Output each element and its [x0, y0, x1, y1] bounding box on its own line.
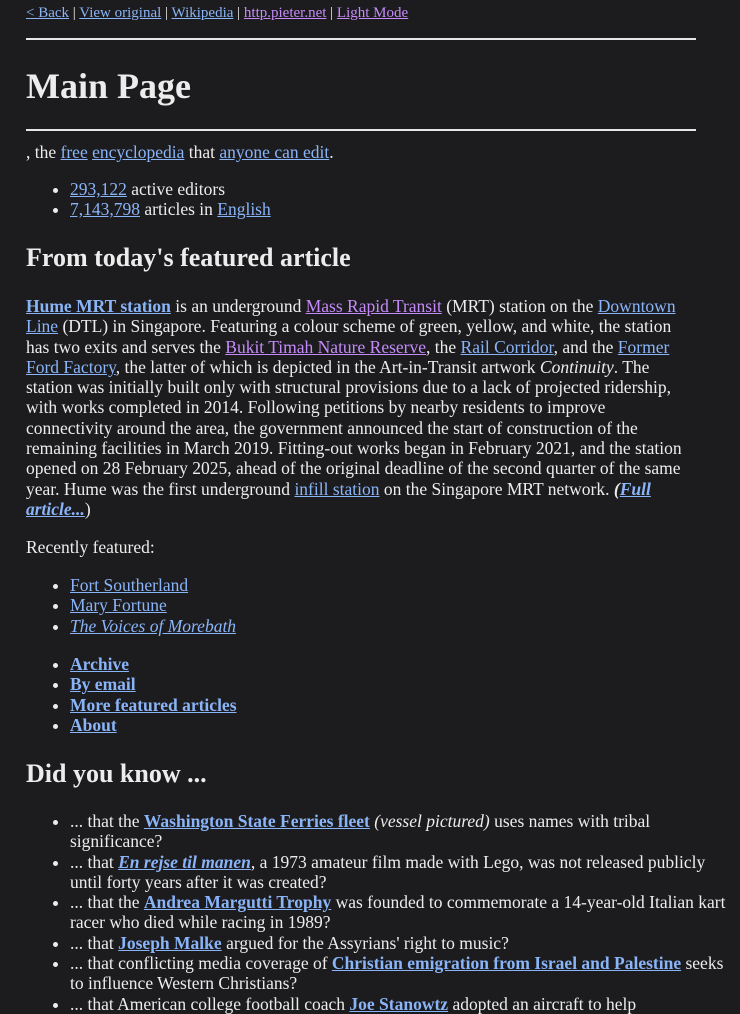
- dyk-item: [70, 852, 740, 893]
- more-featured-link[interactable]: More featured articles: [70, 694, 237, 715]
- bukit-timah-link[interactable]: Bukit Timah Nature Reserve: [225, 336, 427, 357]
- list-item: [70, 715, 740, 735]
- stat-text: articles in: [140, 199, 218, 220]
- list-item: [70, 674, 740, 694]
- dyk-item: [70, 994, 740, 1014]
- featured-text: is an underground: [170, 296, 306, 316]
- artwork-title: Continuity: [539, 356, 614, 377]
- nav-separator: |: [165, 5, 169, 21]
- featured-article-text: [26, 296, 696, 519]
- dyk-heading: Did you know ...: [26, 759, 207, 788]
- list-item: [70, 575, 740, 595]
- dyk-text: ... that the: [70, 892, 144, 913]
- featured-text: , the: [426, 336, 461, 357]
- dyk-item: [70, 953, 740, 994]
- anyone-can-edit-link[interactable]: anyone can edit: [219, 142, 330, 162]
- dyk-link[interactable]: Joseph Malke: [118, 932, 222, 953]
- nav-separator: |: [330, 5, 334, 21]
- intro-text: .: [329, 142, 334, 162]
- nav-separator: |: [237, 5, 241, 21]
- list-item: [70, 695, 740, 715]
- title-divider: [26, 129, 696, 131]
- page-title: Main Page: [26, 66, 191, 106]
- featured-text: on the Singapore MRT network.: [379, 478, 614, 499]
- rail-corridor-link[interactable]: Rail Corridor: [460, 336, 554, 357]
- featured-text: (DTL) in Singapore. Featuring a colour scheme of green, yellow, and white, the station has two exits and serves the: [26, 316, 672, 357]
- recently-featured-list: [26, 575, 740, 636]
- pieter-link[interactable]: http.pieter.net: [243, 5, 327, 21]
- about-link[interactable]: About: [70, 714, 117, 735]
- dyk-text: ... that conflicting media coverage of: [70, 953, 332, 974]
- paren-open: (: [613, 478, 620, 499]
- dyk-text: ... that the: [70, 811, 144, 831]
- view-original-link[interactable]: View original: [79, 5, 162, 21]
- featured-text: , the latter of which is depicted in the Art-in-Transit artwork: [115, 356, 540, 377]
- dyk-link[interactable]: Christian emigration from Israel and Palestine: [331, 953, 682, 974]
- mrt-link[interactable]: Mass Rapid Transit: [305, 296, 442, 316]
- dyk-text: ... that: [70, 932, 119, 953]
- stats-list: [26, 179, 740, 220]
- recently-featured-label: Recently featured:: [26, 537, 155, 557]
- recent-article-link[interactable]: Mary Fortune: [70, 595, 167, 616]
- stat-editors: [70, 179, 740, 199]
- wikipedia-link[interactable]: Wikipedia: [171, 5, 234, 21]
- articles-count-link[interactable]: 7,143,798: [70, 199, 140, 220]
- dyk-text: was founded to commemorate a 14-year-old Italian kart racer who died while racing in 1989?: [70, 892, 726, 933]
- hume-mrt-link[interactable]: Hume MRT station: [26, 296, 171, 316]
- paren-close: ): [84, 498, 91, 519]
- english-link[interactable]: English: [217, 199, 271, 220]
- dyk-item: [70, 933, 740, 953]
- dyk-link[interactable]: Andrea Margutti Trophy: [143, 892, 332, 913]
- nav-separator: |: [72, 5, 76, 21]
- full-article-link[interactable]: Full article...: [26, 478, 651, 519]
- dyk-text: , a 1973 amateur film made with Lego, was not released publicly until forty years after it was created?: [70, 851, 706, 892]
- encyclopedia-link[interactable]: encyclopedia: [92, 142, 185, 162]
- intro-line: [26, 142, 334, 162]
- dyk-text: argued for the Assyrians' right to music?: [221, 932, 509, 953]
- dyk-link[interactable]: Joe Stanowtz: [349, 993, 449, 1014]
- stat-text: active editors: [126, 179, 226, 199]
- featured-text: , and the: [553, 336, 618, 357]
- recent-article-link[interactable]: The Voices of Morebath: [70, 615, 237, 636]
- stat-articles: [70, 199, 740, 219]
- dyk-caption: (vessel pictured): [374, 811, 490, 831]
- list-item: [70, 595, 740, 615]
- top-divider: [26, 38, 696, 40]
- intro-text: that: [184, 142, 220, 162]
- list-item: [70, 654, 740, 674]
- dyk-text: ... that: [70, 851, 119, 872]
- intro-text: , the: [26, 142, 61, 162]
- dyk-link[interactable]: En rejse til manen: [118, 851, 251, 872]
- by-email-link[interactable]: By email: [70, 674, 136, 695]
- light-mode-link[interactable]: Light Mode: [336, 5, 409, 21]
- dyk-text: uses names with tribal significance?: [70, 811, 651, 852]
- featured-more-links: [26, 654, 740, 735]
- top-nav: [26, 4, 408, 22]
- dyk-item: [70, 811, 740, 852]
- back-link[interactable]: < Back: [26, 5, 70, 21]
- featured-heading: From today's featured article: [26, 243, 351, 272]
- archive-link[interactable]: Archive: [70, 654, 129, 674]
- editors-count-link[interactable]: 293,122: [70, 179, 127, 199]
- list-item: [70, 616, 740, 636]
- dyk-text: adopted an aircraft to help: [448, 993, 637, 1014]
- downtown-line-link[interactable]: Downtown Line: [26, 296, 676, 337]
- featured-text: (MRT) station on the: [441, 296, 598, 316]
- infill-station-link[interactable]: infill station: [294, 478, 380, 499]
- dyk-text: ... that American college football coach: [70, 993, 350, 1014]
- dyk-text: seeks to influence Western Christians?: [70, 953, 724, 994]
- ford-factory-link[interactable]: Former Ford Factory: [26, 336, 670, 377]
- dyk-item: [70, 892, 740, 933]
- recent-article-link[interactable]: Fort Southerland: [70, 575, 189, 595]
- dyk-list: [26, 811, 740, 1014]
- free-link[interactable]: free: [60, 142, 88, 162]
- featured-text: . The station was initially built only with structural provisions due to a lack of projected ridership, with works completed in 2014. Following petitions by nearby residents to improve connectivity around the area, the government announced the start of construction of the remaining facilities in March 2019. Fitting-out works began in February 2021, and the station opened on 28 February 2025, ahead of the original deadline of the second quarter of the same year. Hume was the first underground: [26, 356, 682, 499]
- dyk-link[interactable]: Washington State Ferries fleet: [143, 811, 370, 831]
